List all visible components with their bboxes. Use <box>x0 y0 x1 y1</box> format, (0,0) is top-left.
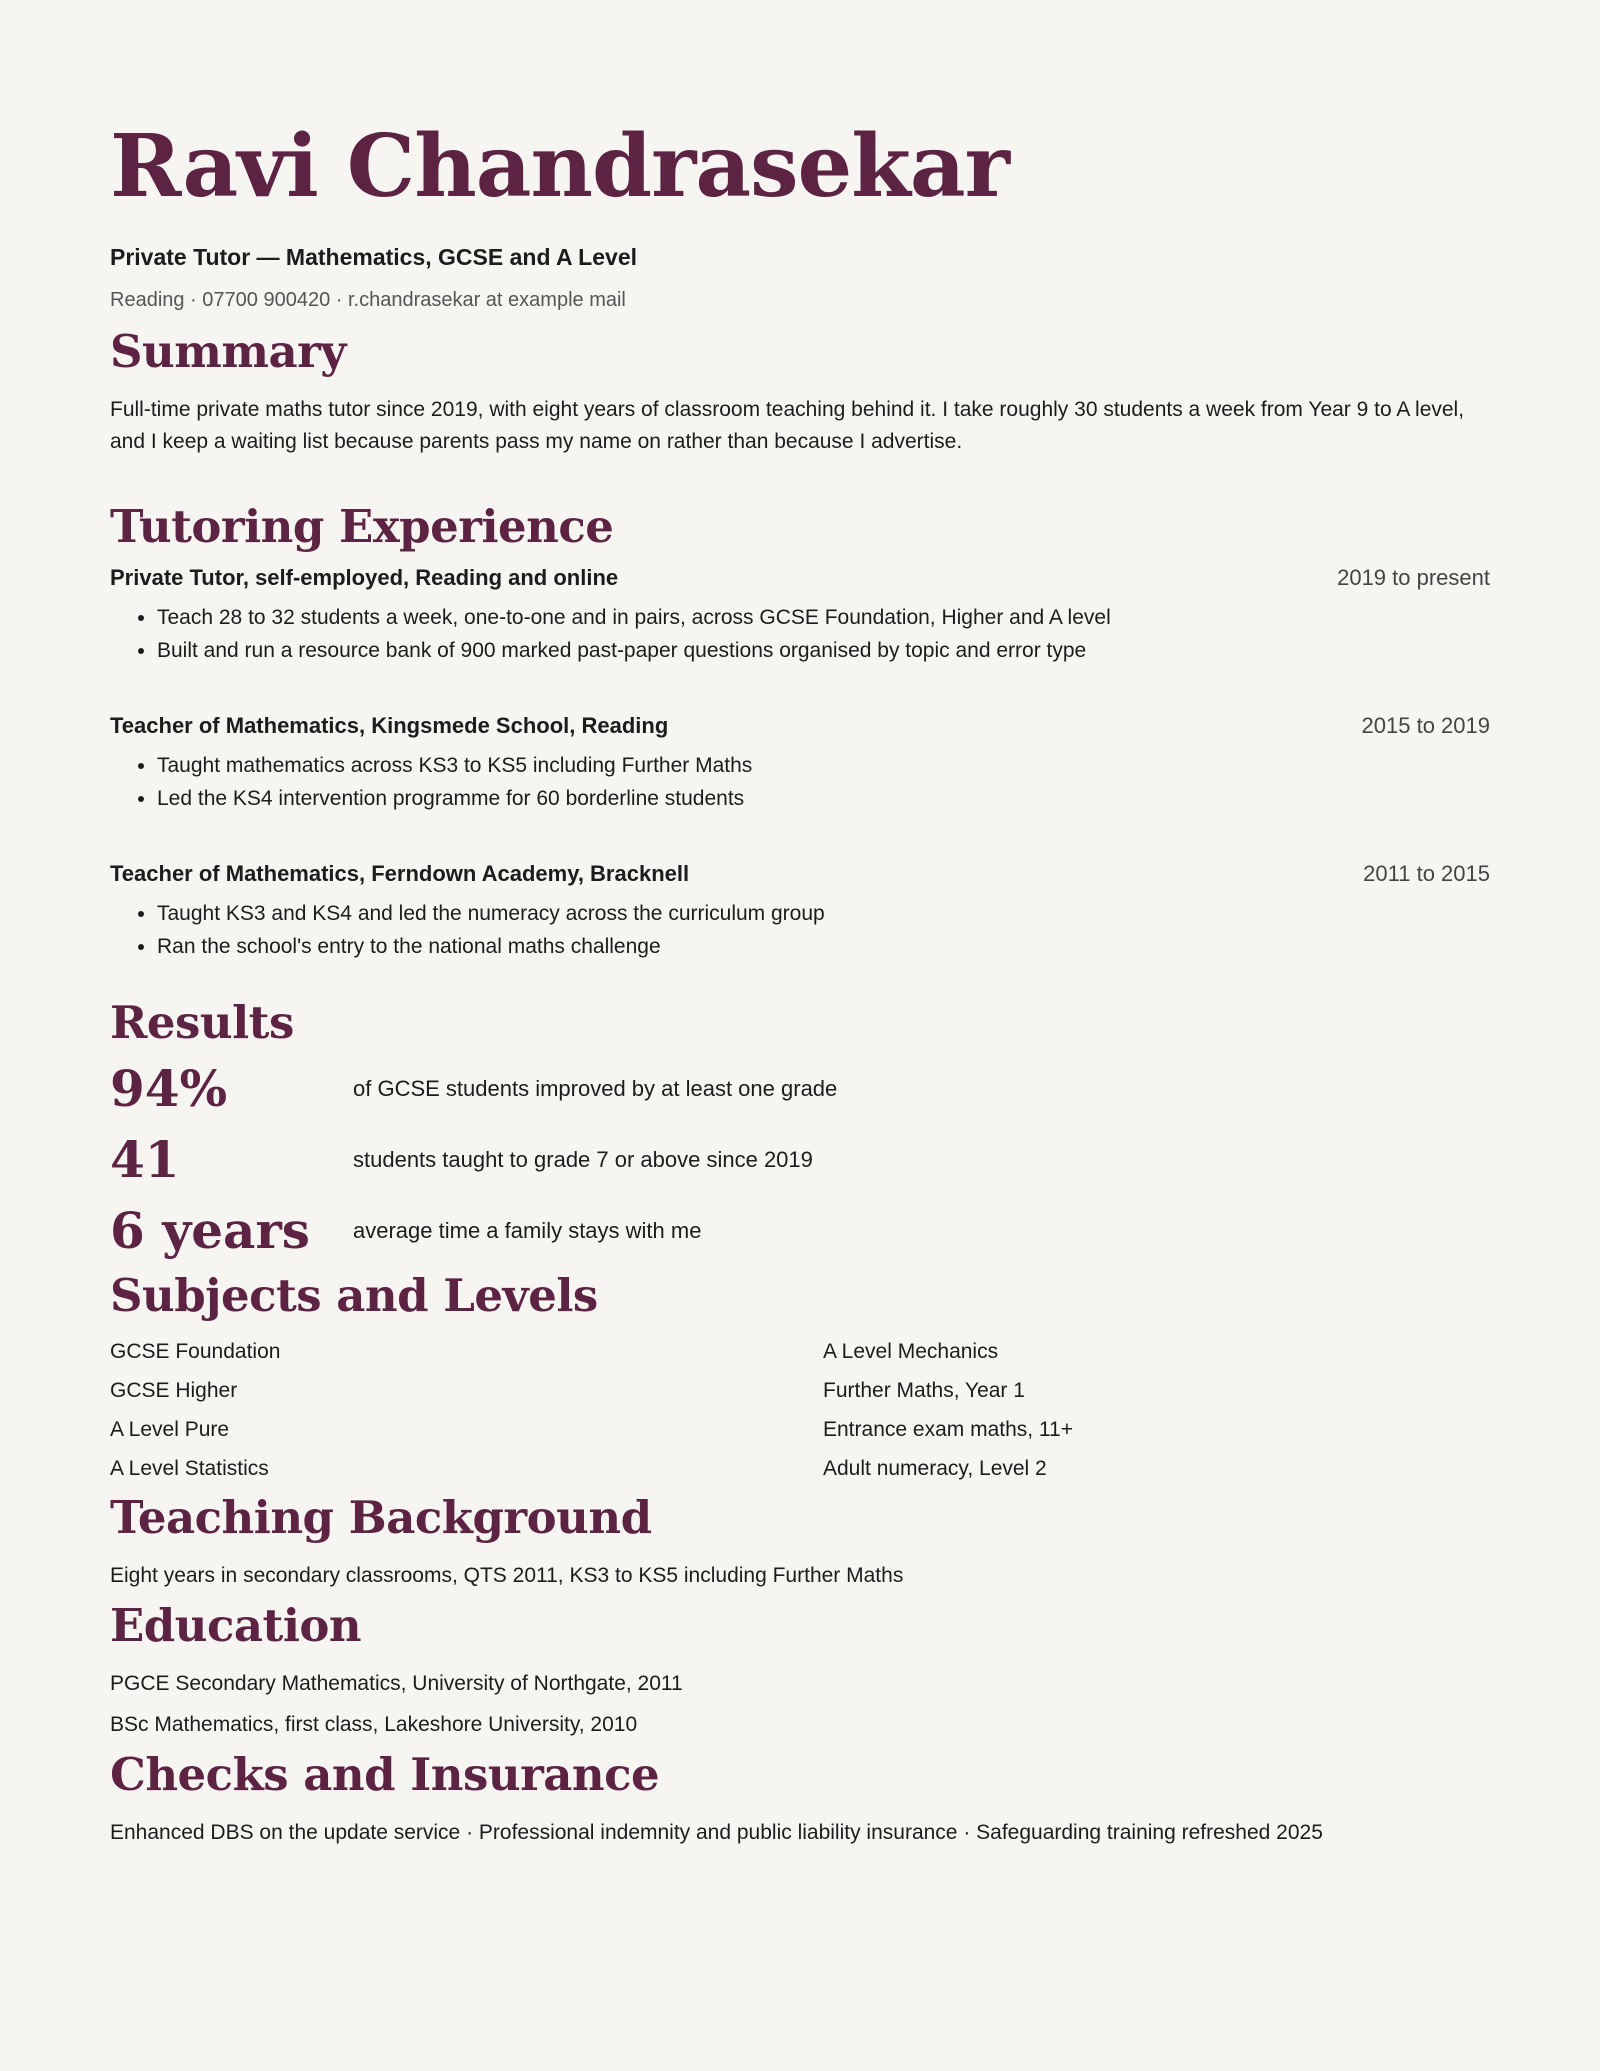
subject-item: A Level Mechanics <box>823 1340 999 1363</box>
job-title: Teacher of Mathematics, Kingsmede School, Reading <box>110 713 669 738</box>
education-item: PGCE Secondary Mathematics, University of Northgate, 2011 <box>110 1672 683 1695</box>
job-dates: 2015 to 2019 <box>1361 713 1490 738</box>
result-value: 6 years <box>110 1200 310 1260</box>
section-heading-checks: Checks and Insurance <box>110 1748 660 1801</box>
job-bullets <box>110 897 1490 963</box>
education-item: BSc Mathematics, first class, Lakeshore University, 2010 <box>110 1713 638 1736</box>
section-heading-education: Education <box>110 1599 362 1652</box>
result-row <box>110 1053 1490 1124</box>
job-title: Teacher of Mathematics, Ferndown Academy, Bracknell <box>110 861 690 886</box>
contact-line: Reading · 07700 900420 · r.chandrasekar at example mail <box>110 289 626 311</box>
subject-item: A Level Statistics <box>110 1457 269 1480</box>
job-title: Private Tutor, self-employed, Reading and online <box>110 565 619 590</box>
result-label: students taught to grade 7 or above since 2019 <box>353 1146 813 1172</box>
teaching-background-section <box>110 1488 1490 1592</box>
results-section <box>110 993 1490 1266</box>
result-label: average time a family stays with me <box>353 1217 702 1243</box>
subject-item: A Level Pure <box>110 1418 230 1441</box>
job-dates: 2011 to 2015 <box>1363 861 1490 886</box>
job-bullet: • Built and run a resource bank of 900 marked past-paper questions organised by topic and error type <box>157 634 1490 667</box>
result-value: 94% <box>110 1058 228 1118</box>
result-row <box>110 1124 1490 1195</box>
summary-section <box>110 322 1490 458</box>
professional-headline: Private Tutor — Mathematics, GCSE and A Level <box>110 244 638 270</box>
candidate-name: Ravi Chandrasekar <box>110 116 1009 217</box>
subject-item: Entrance exam maths, 11+ <box>823 1418 1073 1441</box>
result-row <box>110 1195 1490 1266</box>
result-label: of GCSE students improved by at least one grade <box>353 1075 838 1101</box>
section-heading-results: Results <box>110 996 294 1049</box>
job-bullets <box>110 749 1490 815</box>
subjects-grid <box>110 1336 1490 1484</box>
subject-item: GCSE Foundation <box>110 1340 281 1363</box>
job-bullet: • Taught KS3 and KS4 and led the numeracy across the curriculum group <box>157 897 1490 930</box>
education-section <box>110 1596 1490 1741</box>
job-dates: 2019 to present <box>1337 565 1490 590</box>
job-entry <box>110 859 1490 963</box>
section-heading-summary: Summary <box>110 325 346 378</box>
experience-section <box>110 497 1490 963</box>
checks-section <box>110 1745 1490 1849</box>
job-bullet: • Taught mathematics across KS3 to KS5 including Further Maths <box>157 749 1490 782</box>
section-heading-subjects: Subjects and Levels <box>110 1269 598 1322</box>
teaching-background-text: Eight years in secondary classrooms, QTS 2011, KS3 to KS5 including Further Maths <box>110 1564 904 1587</box>
subject-item: GCSE Higher <box>110 1379 238 1402</box>
checks-text: Enhanced DBS on the update service · Professional indemnity and public liability insurance · Safeguarding training refreshed 2025 <box>110 1821 1323 1844</box>
job-bullet: • Teach 28 to 32 students a week, one-to-one and in pairs, across GCSE Foundation, Higher and A level <box>157 601 1490 634</box>
job-entry <box>110 563 1490 667</box>
job-bullet: • Ran the school's entry to the national maths challenge <box>157 930 1490 963</box>
summary-text: Full-time private maths tutor since 2019, with eight years of classroom teaching behind it. I take roughly 30 students a week from Year 9 to A level, and I keep a waiting list because parents pass my name on rather than because I advertise. <box>110 398 1465 453</box>
section-heading-experience: Tutoring Experience <box>110 500 614 553</box>
job-bullet: • Led the KS4 intervention programme for 60 borderline students <box>157 782 1490 815</box>
subject-item: Adult numeracy, Level 2 <box>823 1457 1047 1480</box>
section-heading-teaching-background: Teaching Background <box>110 1491 652 1544</box>
job-bullets <box>110 601 1490 667</box>
subjects-section <box>110 1266 1490 1484</box>
job-entry <box>110 711 1490 815</box>
result-value: 41 <box>110 1129 180 1189</box>
subject-item: Further Maths, Year 1 <box>823 1379 1025 1402</box>
